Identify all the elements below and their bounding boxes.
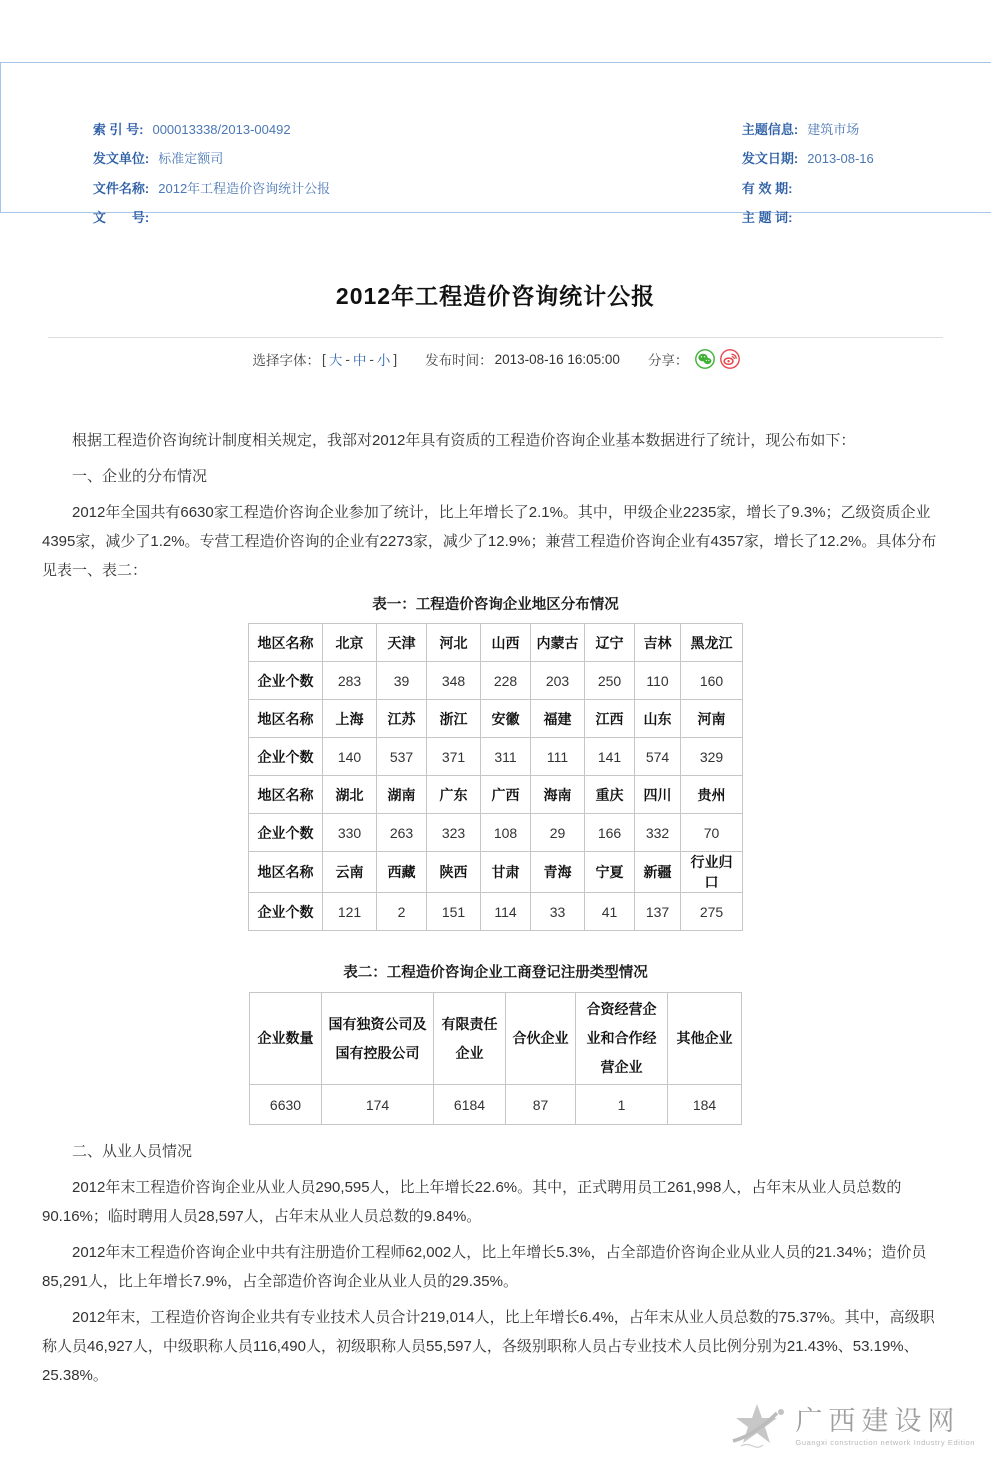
region-count-cell: 330 (323, 814, 377, 852)
meta-label: 发文单位: (92, 151, 150, 166)
region-name-cell: 湖北 (323, 776, 377, 814)
table-row (249, 776, 743, 814)
row-header-cell: 地区名称 (249, 624, 323, 662)
table-row (250, 1085, 742, 1125)
region-count-cell: 2 (377, 893, 427, 931)
region-name-cell: 江西 (585, 700, 635, 738)
region-name-cell: 江苏 (377, 700, 427, 738)
row-header-cell: 地区名称 (249, 700, 323, 738)
registration-header-cell: 合资经营企业和合作经营企业 (576, 993, 668, 1085)
region-count-cell: 329 (681, 738, 743, 776)
table-1-title: 表一：工程造价咨询企业地区分布情况 (372, 597, 619, 613)
region-table (248, 623, 743, 931)
region-name-cell: 内蒙古 (531, 624, 585, 662)
meta-left-column (64, 85, 713, 225)
table-row (249, 852, 743, 893)
article-body (0, 426, 991, 1390)
region-name-cell: 上海 (323, 700, 377, 738)
region-count-cell: 348 (427, 662, 481, 700)
separator: - (345, 351, 350, 367)
bracket-open: [ (322, 351, 326, 367)
meta-value: 标准定额司 (158, 151, 224, 166)
region-name-cell: 浙江 (427, 700, 481, 738)
region-count-cell: 166 (585, 814, 635, 852)
intro-paragraph: 根据工程造价咨询统计制度相关规定，我部对2012年具有资质的工程造价咨询企业基本数据进行了统计，现公布如下： (72, 432, 856, 449)
region-name-cell: 河北 (427, 624, 481, 662)
font-size-medium-link[interactable]: 中 (352, 353, 367, 368)
region-count-cell: 114 (481, 893, 531, 931)
region-name-cell: 青海 (531, 852, 585, 893)
site-name: 广西建设网 (795, 1405, 961, 1436)
registration-value-cell: 174 (322, 1085, 434, 1125)
site-tagline: Guangxi construction network Industry Edition (795, 1437, 975, 1447)
region-name-cell: 山东 (635, 700, 681, 738)
registration-header-cell: 合伙企业 (506, 993, 576, 1085)
page (0, 62, 991, 1447)
staff-paragraph-1: 2012年末工程造价咨询企业从业人员290,595人，比上年增长22.6%。其中，正式聘用员工261,998人，占年末从业人员总数的90.16%；临时聘用人员28,597人，占年末从业人员总数的9.84%。 (42, 1179, 902, 1225)
meta-label: 有 效 期: (741, 180, 793, 196)
staff-paragraph-2: 2012年末工程造价咨询企业中共有注册造价工程师62,002人，比上年增长5.3%，占全部造价咨询企业从业人员的21.34%；造价员85,291人，比上年增长7.9%，占全部造价咨询企业从业人员的29.35%。 (42, 1244, 927, 1290)
weibo-share-icon[interactable] (720, 349, 740, 369)
registration-header-cell: 其他企业 (668, 993, 742, 1085)
region-name-cell: 西藏 (377, 852, 427, 893)
star-icon (727, 1401, 789, 1451)
region-name-cell: 行业归口 (681, 852, 743, 893)
meta-label: 索 引 号: (92, 121, 144, 137)
region-name-cell: 辽宁 (585, 624, 635, 662)
row-header-cell: 企业个数 (249, 662, 323, 700)
region-name-cell: 山西 (481, 624, 531, 662)
table-row (249, 738, 743, 776)
staff-paragraph-3: 2012年末，工程造价咨询企业共有专业技术人员合计219,014人，比上年增长6.4%，占年末从业人员总数的75.37%。其中，高级职称人员46,927人，中级职称人员116,490人，初级职称人员55,597人，各级别职称人员占专业技术人员比例分别为21.43%、53.19%、25.38%。 (42, 1309, 935, 1384)
region-count-cell: 263 (377, 814, 427, 852)
registration-value-cell: 6184 (434, 1085, 506, 1125)
meta-value: 000013338/2013-00492 (152, 121, 291, 137)
publish-time-value: 2013-08-16 16:05:00 (494, 351, 620, 367)
region-count-cell: 275 (681, 893, 743, 931)
meta-label: 文件名称: (92, 180, 150, 196)
section-2-heading: 二、从业人员情况 (72, 1143, 193, 1160)
meta-row-topic-info (713, 85, 991, 137)
table-row (249, 662, 743, 700)
meta-label: 主 题 词: (741, 210, 793, 225)
region-name-cell: 重庆 (585, 776, 635, 814)
region-count-cell: 537 (377, 738, 427, 776)
font-size-label: 选择字体： (252, 353, 321, 368)
row-header-cell: 企业个数 (249, 738, 323, 776)
table-row (249, 700, 743, 738)
registration-value-cell: 1 (576, 1085, 668, 1125)
region-count-cell: 574 (635, 738, 681, 776)
region-count-cell: 33 (531, 893, 585, 931)
region-count-cell: 228 (481, 662, 531, 700)
region-count-cell: 108 (481, 814, 531, 852)
region-count-cell: 283 (323, 662, 377, 700)
site-logo-text (795, 1406, 975, 1447)
table-row (250, 993, 742, 1085)
table-row (249, 624, 743, 662)
registration-header-cell: 有限责任企业 (434, 993, 506, 1085)
toolbar (0, 348, 991, 370)
table-row (249, 893, 743, 931)
table-row (249, 814, 743, 852)
registration-value-cell: 87 (506, 1085, 576, 1125)
region-name-cell: 新疆 (635, 852, 681, 893)
bracket-close: ] (393, 351, 398, 367)
region-name-cell: 广西 (481, 776, 531, 814)
region-name-cell: 天津 (377, 624, 427, 662)
separator: - (369, 351, 374, 367)
region-count-cell: 323 (427, 814, 481, 852)
meta-right-column (713, 85, 991, 225)
region-count-cell: 110 (635, 662, 681, 700)
registration-table (249, 992, 742, 1125)
row-header-cell: 企业个数 (249, 893, 323, 931)
region-count-cell: 332 (635, 814, 681, 852)
region-name-cell: 贵州 (681, 776, 743, 814)
region-name-cell: 湖南 (377, 776, 427, 814)
region-count-cell: 137 (635, 893, 681, 931)
publish-time-label: 发布时间： (425, 353, 493, 368)
registration-header-cell: 国有独资公司及国有控股公司 (322, 993, 434, 1085)
region-count-cell: 151 (427, 893, 481, 931)
region-count-cell: 371 (427, 738, 481, 776)
font-size-large-link[interactable]: 大 (328, 353, 343, 368)
region-name-cell: 广东 (427, 776, 481, 814)
region-count-cell: 250 (585, 662, 635, 700)
region-count-cell: 39 (377, 662, 427, 700)
region-count-cell: 203 (531, 662, 585, 700)
row-header-cell: 地区名称 (249, 852, 323, 893)
section-1-heading: 一、企业的分布情况 (72, 468, 208, 485)
region-name-cell: 河南 (681, 700, 743, 738)
region-name-cell: 北京 (323, 624, 377, 662)
region-count-cell: 311 (481, 738, 531, 776)
wechat-share-icon[interactable] (695, 349, 715, 369)
region-count-cell: 140 (323, 738, 377, 776)
region-count-cell: 121 (323, 893, 377, 931)
region-name-cell: 海南 (531, 776, 585, 814)
region-name-cell: 福建 (531, 700, 585, 738)
title-divider (48, 337, 943, 338)
row-header-cell: 地区名称 (249, 776, 323, 814)
region-count-cell: 29 (531, 814, 585, 852)
region-name-cell: 四川 (635, 776, 681, 814)
meta-label: 文 号: (92, 210, 150, 225)
meta-label: 主题信息: (741, 121, 799, 137)
font-size-small-link[interactable]: 小 (376, 353, 391, 368)
region-count-cell: 70 (681, 814, 743, 852)
registration-value-cell: 6630 (250, 1085, 322, 1125)
meta-value: 2012年工程造价咨询统计公报 (158, 180, 331, 196)
region-name-cell: 黑龙江 (681, 624, 743, 662)
share-label: 分享： (647, 353, 689, 368)
region-name-cell: 陕西 (427, 852, 481, 893)
meta-row-index-number (64, 85, 713, 137)
meta-label: 发文日期: (741, 151, 799, 166)
page-title: 2012年工程造价咨询统计公报 (335, 283, 656, 309)
region-count-cell: 160 (681, 662, 743, 700)
table-2-title: 表二：工程造价咨询企业工商登记注册类型情况 (343, 965, 648, 981)
region-count-cell: 141 (585, 738, 635, 776)
meta-panel (0, 62, 991, 225)
region-name-cell: 云南 (323, 852, 377, 893)
section-1-paragraph: 2012年全国共有6630家工程造价咨询企业参加了统计，比上年增长了2.1%。其中，甲级企业2235家，增长了9.3%；乙级资质企业4395家，减少了1.2%。专营工程造价咨询的企业有2273家，减少了12.9%；兼营工程造价咨询企业有4357家，增长了12.2%。具体分布见表一、表二： (42, 504, 937, 579)
row-header-cell: 企业个数 (249, 814, 323, 852)
region-count-cell: 41 (585, 893, 635, 931)
site-logo (727, 1398, 975, 1454)
registration-value-cell: 184 (668, 1085, 742, 1125)
registration-header-cell: 企业数量 (250, 993, 322, 1085)
region-name-cell: 吉林 (635, 624, 681, 662)
meta-value: 建筑市场 (807, 121, 860, 137)
region-name-cell: 宁夏 (585, 852, 635, 893)
region-name-cell: 安徽 (481, 700, 531, 738)
region-name-cell: 甘肃 (481, 852, 531, 893)
region-count-cell: 111 (531, 738, 585, 776)
meta-value: 2013-08-16 (807, 151, 874, 166)
